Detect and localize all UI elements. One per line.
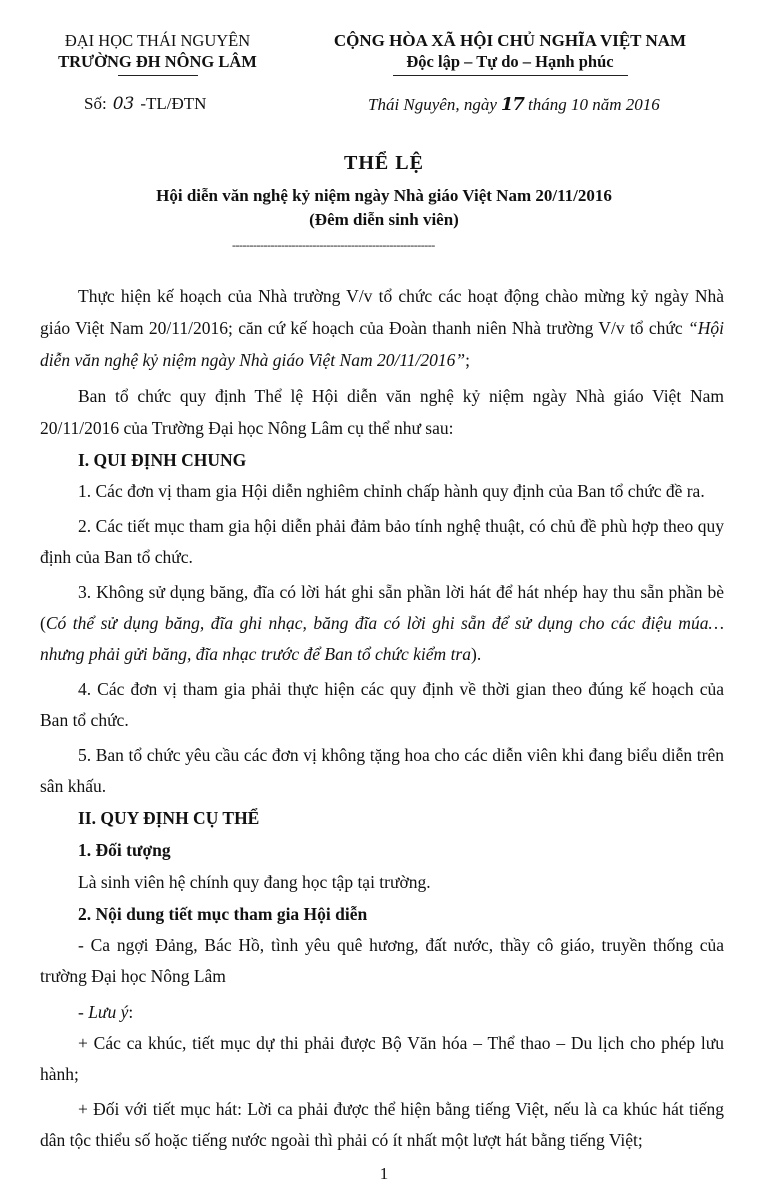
item-3-text: 3. Không sử dụng băng, đĩa có lời hát ghi sẵn phần lời hát để hát nhép hay thu sẵn phần bè ( [40, 582, 724, 633]
date-day-handwritten: 17 [500, 94, 524, 115]
national-header [290, 30, 730, 76]
intro-paragraph-1 [40, 280, 724, 376]
section-1-heading: I. QUI ĐỊNH CHUNG [78, 450, 247, 470]
note-label-text: - Lưu ý [78, 1002, 129, 1022]
item-3-end: ). [471, 644, 482, 664]
issuing-organization [30, 30, 285, 76]
subtitle-line-1: Hội diễn văn nghệ kỷ niệm ngày Nhà giáo Việt Nam 20/11/2016 [156, 186, 612, 205]
intro-end: ; [465, 350, 470, 370]
subsection-1-text: Là sinh viên hệ chính quy đang học tập tại trường. [78, 872, 431, 892]
document-number-suffix: -TL/ĐTN [140, 94, 207, 113]
document-number [84, 94, 206, 114]
subsection-2-text: - Ca ngợi Đảng, Bác Hồ, tình yêu quê hương, đất nước, thầy cô giáo, truyền thống của trường Đại học Nông Lâm [40, 935, 724, 986]
country-name: CỘNG HÒA XÃ HỘI CHỦ NGHĨA VIỆT NAM [333, 31, 687, 50]
organization-name: TRƯỜNG ĐH NÔNG LÂM [58, 52, 257, 71]
document-title: THỂ LỆ [344, 152, 424, 174]
document-number-handwritten: 03 [112, 94, 135, 114]
section-1-item-3 [40, 577, 724, 670]
intro-event-name: “Hội diễn văn nghệ kỷ niệm ngày Nhà giáo Việt Nam 20/11/2016” [40, 318, 724, 370]
document-body [40, 280, 724, 1156]
parent-organization: ĐẠI HỌC THÁI NGUYÊN [64, 31, 251, 50]
national-motto: Độc lập – Tự do – Hạnh phúc [406, 52, 614, 71]
subsection-2-heading: 2. Nội dung tiết mục tham gia Hội diễn [78, 904, 368, 924]
section-1-item-4: 4. Các đơn vị tham gia phải thực hiện các quy định về thời gian theo đúng kế hoạch của Ban tổ chức. [40, 679, 724, 730]
page-number: 1 [379, 1164, 389, 1183]
section-1-item-5: 5. Ban tổ chức yêu cầu các đơn vị không tặng hoa cho các diễn viên khi đang biểu diễn trên sân khấu. [40, 745, 724, 796]
note-label [40, 996, 724, 1028]
subsection-1-heading: 1. Đối tượng [78, 840, 171, 860]
section-2-heading: II. QUY ĐỊNH CỤ THỂ [78, 808, 260, 828]
section-1-item-2: 2. Các tiết mục tham gia hội diễn phải đảm bảo tính nghệ thuật, có chủ đề phù hợp theo quy định của Ban tổ chức. [40, 516, 724, 567]
place-and-date [368, 94, 660, 115]
date-prefix: Thái Nguyên, ngày [368, 95, 497, 114]
organization-underline [118, 75, 198, 76]
subtitle-line-2: (Đêm diễn sinh viên) [309, 210, 459, 229]
intro-text: Thực hiện kế hoạch của Nhà trường V/v tổ chức các hoạt động chào mừng kỷ ngày Nhà giáo Việt Nam 20/11/2016; căn cứ kế hoạch của Đoàn thanh niên Nhà trường V/v tổ chức [40, 286, 724, 338]
title-divider: ---------------------------------------------------------- [232, 238, 435, 252]
section-1-item-1: 1. Các đơn vị tham gia Hội diễn nghiêm chỉnh chấp hành quy định của Ban tổ chức đề ra. [78, 481, 705, 501]
intro-paragraph-2: Ban tổ chức quy định Thể lệ Hội diễn văn nghệ kỷ niệm ngày Nhà giáo Việt Nam 20/11/2016 của Trường Đại học Nông Lâm cụ thể như sau: [40, 386, 724, 438]
document-number-label: Số: [84, 94, 107, 113]
document-subtitle [0, 184, 768, 232]
note-colon: : [128, 1002, 134, 1022]
note-item-1: + Các ca khúc, tiết mục dự thi phải được Bộ Văn hóa – Thể thao – Du lịch cho phép lưu hành; [40, 1033, 724, 1084]
motto-underline [393, 75, 628, 76]
note-item-2: + Đối với tiết mục hát: Lời ca phải được thể hiện bằng tiếng Việt, nếu là ca khúc hát tiếng dân tộc thiểu số hoặc tiếng nước ngoài thì phải có ít nhất một lượt hát bằng tiếng Việt; [40, 1099, 724, 1150]
item-3-note: Có thể sử dụng băng, đĩa ghi nhạc, băng đĩa có lời ghi sẵn để sử dụng cho các điệu múa…nhưng phải gửi băng, đĩa nhạc trước để Ban tổ chức kiểm tra [40, 613, 724, 664]
date-suffix: tháng 10 năm 2016 [527, 95, 660, 114]
